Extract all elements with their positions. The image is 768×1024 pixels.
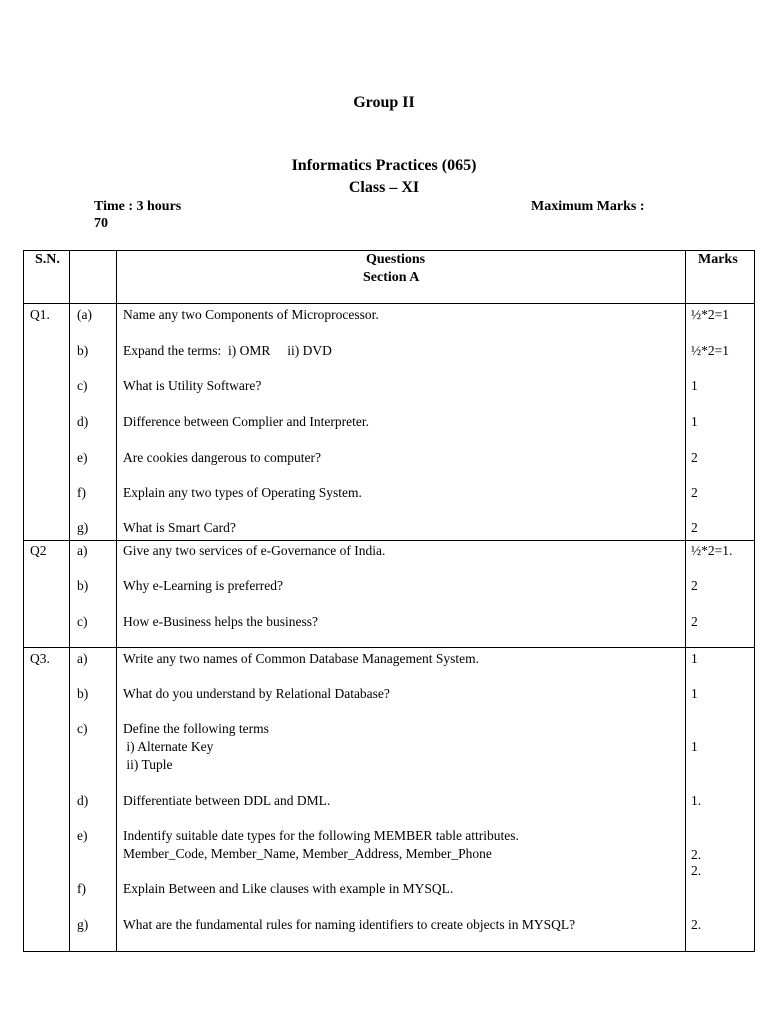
q1d-marks: 1: [691, 414, 698, 429]
q3f-marks: 2.: [691, 863, 702, 878]
q1a-text: Name any two Components of Microprocessor.: [123, 307, 379, 322]
time-label: Time : 3 hours: [94, 199, 182, 214]
q3g-letter: g): [77, 917, 89, 932]
q3b-letter: b): [77, 686, 89, 701]
q1g-text: What is Smart Card?: [123, 520, 236, 535]
column-divider-sn: [69, 250, 70, 952]
q2c-text: How e-Business helps the business?: [123, 614, 318, 629]
q2b-text: Why e-Learning is preferred?: [123, 578, 284, 593]
q1-label: Q1.: [30, 307, 50, 322]
q3c-marks: 1: [691, 739, 698, 754]
q3g-text: What are the fundamental rules for naming identifiers to create objects in MYSQL?: [123, 917, 576, 932]
q3e-marks: 2.: [691, 847, 702, 862]
q3a-marks: 1: [691, 651, 698, 666]
q1b-text: Expand the terms: i) OMR ii) DVD: [123, 343, 332, 358]
table-border-right: [754, 250, 755, 952]
column-divider-marks: [685, 250, 686, 952]
q3c-subterm-1: i) Alternate Key: [123, 739, 214, 754]
q2-q3-divider: [23, 647, 755, 648]
q1f-marks: 2: [691, 485, 698, 500]
q3e-text: Indentify suitable date types for the following MEMBER table attributes.: [123, 828, 519, 843]
column-divider-part: [116, 250, 117, 952]
q1c-marks: 1: [691, 378, 698, 393]
q1c-letter: c): [77, 378, 88, 393]
q3a-text: Write any two names of Common Database Management System.: [123, 651, 479, 666]
q1e-marks: 2: [691, 450, 698, 465]
q3d-marks: 1.: [691, 793, 702, 808]
q3-label: Q3.: [30, 651, 50, 666]
q1f-text: Explain any two types of Operating System.: [123, 485, 362, 500]
q3b-text: What do you understand by Relational Database?: [123, 686, 390, 701]
q3c-letter: c): [77, 721, 88, 736]
q1d-letter: d): [77, 414, 89, 429]
q1d-text: Difference between Complier and Interpreter.: [123, 414, 370, 429]
q2b-marks: 2: [691, 578, 698, 593]
q1b-letter: b): [77, 343, 89, 358]
q2-label: Q2: [30, 543, 47, 558]
table-header-divider: [23, 303, 755, 304]
q3a-letter: a): [77, 651, 88, 666]
q1g-letter: g): [77, 520, 89, 535]
max-marks-value: 70: [94, 216, 108, 231]
q3f-letter: f): [77, 881, 86, 896]
q2a-marks: ½*2=1.: [691, 543, 733, 558]
table-border-bottom: [23, 951, 755, 952]
q3d-text: Differentiate between DDL and DML.: [123, 793, 331, 808]
header-sn: S.N.: [35, 252, 60, 267]
q2c-marks: 2: [691, 614, 698, 629]
q3e-attributes: Member_Code, Member_Name, Member_Address, Member_Phone: [123, 846, 492, 861]
subject-title: Informatics Practices (065): [291, 157, 477, 174]
q1b-marks: ½*2=1: [691, 343, 729, 358]
q1-q2-divider: [23, 540, 755, 541]
q1a-marks: ½*2=1: [691, 307, 729, 322]
q3c-text: Define the following terms: [123, 721, 269, 736]
q2a-text: Give any two services of e-Governance of India.: [123, 543, 386, 558]
q1e-text: Are cookies dangerous to computer?: [123, 450, 321, 465]
header-section: Section A: [363, 270, 420, 285]
group-title: Group II: [353, 94, 415, 111]
q2a-letter: a): [77, 543, 88, 558]
q1e-letter: e): [77, 450, 88, 465]
header-questions: Questions: [366, 252, 426, 267]
q3e-letter: e): [77, 828, 88, 843]
q3d-letter: d): [77, 793, 89, 808]
q3f-text: Explain Between and Like clauses with example in MYSQL.: [123, 881, 454, 896]
q1g-marks: 2: [691, 520, 698, 535]
q3g-marks: 2.: [691, 917, 702, 932]
max-marks-label: Maximum Marks :: [531, 199, 645, 214]
header-marks: Marks: [698, 252, 738, 267]
class-title: Class – XI: [348, 179, 420, 196]
q1c-text: What is Utility Software?: [123, 378, 262, 393]
table-border-left: [23, 250, 24, 952]
q1a-letter: (a): [77, 307, 92, 322]
q2c-letter: c): [77, 614, 88, 629]
q3b-marks: 1: [691, 686, 698, 701]
q3c-subterm-2: ii) Tuple: [123, 757, 173, 772]
q2b-letter: b): [77, 578, 89, 593]
q1f-letter: f): [77, 485, 86, 500]
